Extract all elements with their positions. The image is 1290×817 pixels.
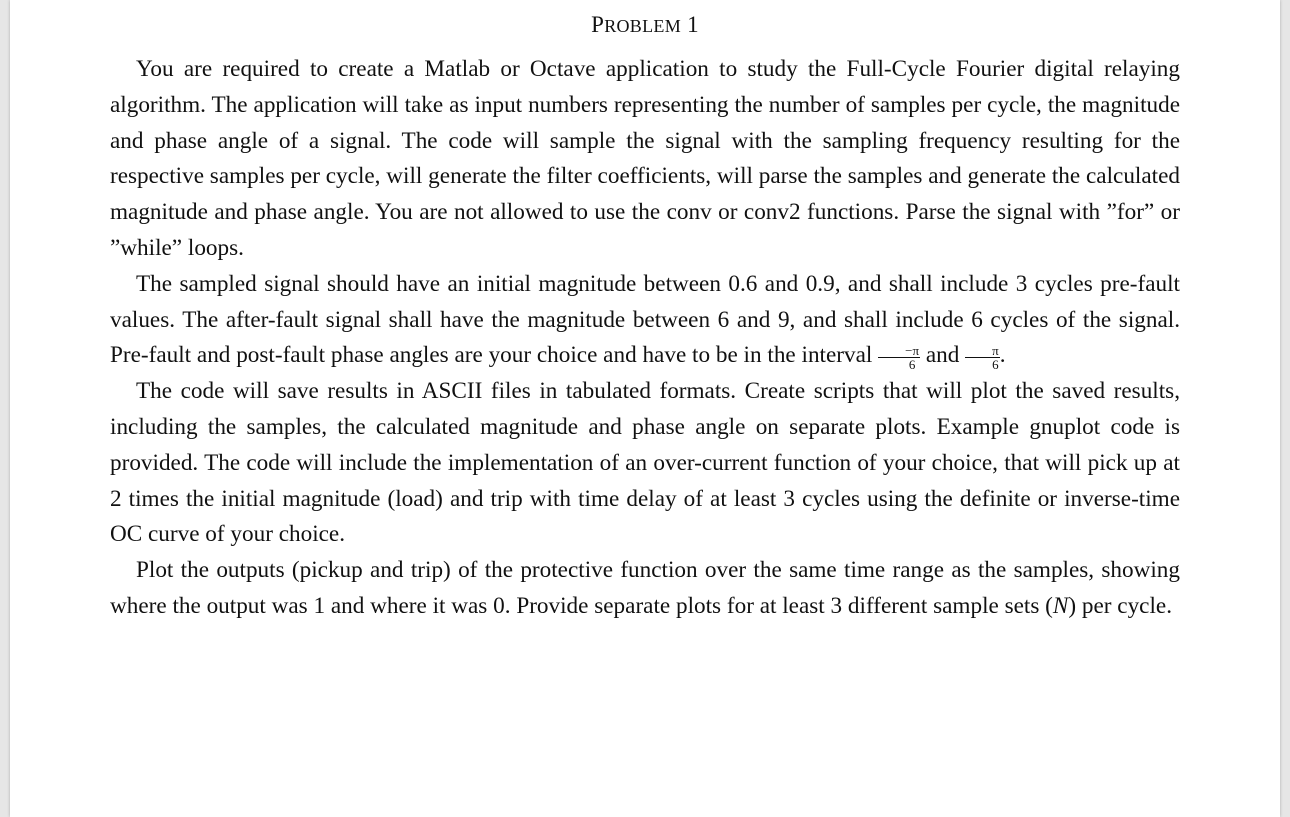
fraction-1-denominator: 6 — [908, 357, 916, 373]
paragraph-3: The code will save results in ASCII files in tabulated formats. Create scripts that will plot the saved results, including the samples, the calculated magnitude and phase angle on separate plots. Example gnuplot code is provided. The code will include the implementation of an over-current function of your choice, that will pick up at 2 times the initial magnitude (load) and trip with time delay of at least 3 cycles using the definite or inverse-time OC curve of your choice. — [110, 378, 1180, 548]
title-number: 1 — [687, 12, 699, 37]
paragraph-2-and: and — [920, 342, 966, 369]
paragraph-2-text: The sampled signal should have an initial magnitude between 0.6 and 0.9, and shall include 3 cycles pre-fault values. The after-fault signal shall have the magnitude between 6 and 9, and shall include 6 cycles of the signal. Pre-fault and post-fault phase angles are your choice and have to be in the interval — [110, 270, 1180, 369]
paragraph-4 — [110, 553, 1180, 625]
title-smallcaps: ROBLEM — [604, 16, 682, 36]
paragraph-2 — [110, 267, 1180, 374]
problem-body — [110, 52, 1180, 625]
fraction-2-denominator: 6 — [992, 357, 999, 373]
fraction-pi-over-6 — [965, 344, 1000, 371]
paragraph-2-end: . — [999, 342, 1006, 369]
fraction-1-numerator: −π — [878, 344, 920, 358]
paragraph-1: You are required to create a Matlab or Octave application to study the Full-Cycle Fourier digital relaying algorithm. The application will take as input numbers representing the number of samples per cycle, the magnitude and phase angle of a signal. The code will sample the signal with the sampling frequency resulting for the respective samples per cycle, will generate the filter coefficients, will parse the samples and generate the calculated magnitude and phase angle. You are not allowed to use the conv or conv2 functions. Parse the signal with ”for” or ”while” loops. — [110, 56, 1180, 261]
fraction-minus-pi-over-6 — [878, 344, 920, 371]
problem-title — [10, 12, 1280, 38]
fraction-2-numerator: π — [965, 344, 1000, 358]
variable-n: N — [1052, 592, 1069, 619]
paragraph-4-end: ) per cycle. — [1068, 592, 1173, 619]
paragraph-4-text: Plot the outputs (pickup and trip) of the protective function over the same time range as the samples, showing where the output was 1 and where it was 0. Provide separate plots for at least 3 different sample sets ( — [110, 557, 1180, 619]
title-initial: P — [591, 12, 605, 37]
document-page — [10, 0, 1280, 817]
